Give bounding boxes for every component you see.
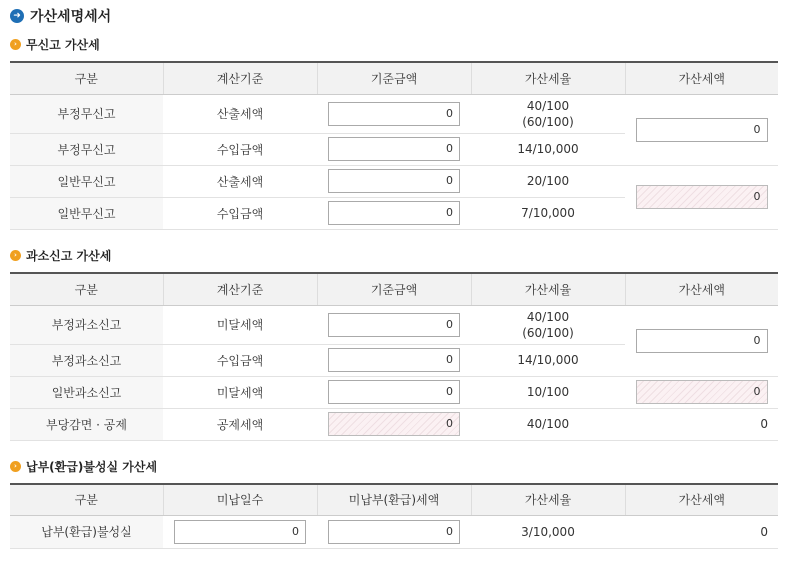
col-header-unpaid-days: 미납일수 <box>163 484 317 515</box>
row-basis: 미달세액 <box>163 376 317 408</box>
col-header-basis: 계산기준 <box>163 273 317 305</box>
row-label: 부정무신고 <box>10 133 163 165</box>
base-amount-input[interactable]: 0 <box>328 380 460 404</box>
col-header-penalty-amount: 가산세액 <box>625 273 778 305</box>
rate-text: 20/100 <box>471 165 625 197</box>
row-basis: 산출세액 <box>163 94 317 133</box>
no-report-penalty-table <box>10 61 778 230</box>
rate-text: 40/100 <box>526 309 570 324</box>
col-header-base-amount: 기준금액 <box>317 273 471 305</box>
col-header-category: 구분 <box>10 484 163 515</box>
row-label: 부정무신고 <box>10 94 163 133</box>
rate-cell <box>471 94 625 133</box>
col-header-base-amount: 기준금액 <box>317 62 471 94</box>
col-header-penalty-amount: 가산세액 <box>625 62 778 94</box>
col-header-penalty-amount: 가산세액 <box>625 484 778 515</box>
rate-text: 40/100 <box>526 98 570 113</box>
table-row <box>10 165 778 197</box>
unpaid-days-input[interactable]: 0 <box>174 520 306 544</box>
table-row <box>10 376 778 408</box>
penalty-amount-value: 0 <box>625 408 778 440</box>
table-row <box>10 94 778 133</box>
row-label: 납부(환급)불성실 <box>10 515 163 548</box>
row-basis: 수입금액 <box>163 344 317 376</box>
penalty-amount-value: 0 <box>625 515 778 548</box>
rate-text: 14/10,000 <box>471 133 625 165</box>
section-title-text: 납부(환급)불성실 가산세 <box>26 459 158 474</box>
base-amount-input[interactable]: 0 <box>328 102 460 126</box>
rate-subtext: (60/100) <box>522 325 574 340</box>
section-title-text: 무신고 가산세 <box>26 37 100 52</box>
rate-text: 10/100 <box>471 376 625 408</box>
row-label: 일반과소신고 <box>10 376 163 408</box>
row-label: 부당감면 · 공제 <box>10 408 163 440</box>
under-report-penalty-table <box>10 272 778 441</box>
section-title-no-report <box>10 36 100 52</box>
row-label: 일반무신고 <box>10 197 163 229</box>
penalty-amount-input-disabled: 0 <box>636 185 768 209</box>
penalty-amount-input[interactable]: 0 <box>636 118 768 142</box>
col-header-rate: 가산세율 <box>471 484 625 515</box>
page-title-text: 가산세명세서 <box>30 9 112 25</box>
row-label: 부정과소신고 <box>10 305 163 344</box>
base-amount-input[interactable]: 0 <box>328 348 460 372</box>
section-title-text: 과소신고 가산세 <box>26 248 112 263</box>
rate-text: 14/10,000 <box>471 344 625 376</box>
rate-text: 7/10,000 <box>471 197 625 229</box>
row-basis: 공제세액 <box>163 408 317 440</box>
arrow-right-circle-icon: ➜ <box>10 9 24 23</box>
penalty-amount-input[interactable]: 0 <box>636 329 768 353</box>
table-row <box>10 515 778 548</box>
late-payment-penalty-table <box>10 483 778 549</box>
unpaid-amount-input[interactable]: 0 <box>328 520 460 544</box>
col-header-category: 구분 <box>10 273 163 305</box>
rate-cell <box>471 305 625 344</box>
page-title <box>10 6 111 26</box>
row-basis: 미달세액 <box>163 305 317 344</box>
base-amount-input[interactable]: 0 <box>328 137 460 161</box>
col-header-rate: 가산세율 <box>471 273 625 305</box>
base-amount-input[interactable]: 0 <box>328 169 460 193</box>
rate-text: 40/100 <box>471 408 625 440</box>
row-label: 부정과소신고 <box>10 344 163 376</box>
section-title-under-report <box>10 247 111 263</box>
base-amount-input-disabled: 0 <box>328 412 460 436</box>
table-row <box>10 305 778 344</box>
chevron-right-circle-icon: › <box>10 461 21 472</box>
penalty-amount-input-disabled: 0 <box>636 380 768 404</box>
rate-text: 3/10,000 <box>471 515 625 548</box>
chevron-right-circle-icon: › <box>10 39 21 50</box>
col-header-rate: 가산세율 <box>471 62 625 94</box>
base-amount-input[interactable]: 0 <box>328 313 460 337</box>
row-basis: 산출세액 <box>163 165 317 197</box>
rate-subtext: (60/100) <box>522 114 574 129</box>
chevron-right-circle-icon: › <box>10 250 21 261</box>
row-basis: 수입금액 <box>163 197 317 229</box>
section-title-late-payment <box>10 458 157 474</box>
col-header-unpaid-amount: 미납부(환급)세액 <box>317 484 471 515</box>
col-header-basis: 계산기준 <box>163 62 317 94</box>
row-label: 일반무신고 <box>10 165 163 197</box>
base-amount-input[interactable]: 0 <box>328 201 460 225</box>
col-header-category: 구분 <box>10 62 163 94</box>
table-row <box>10 408 778 440</box>
row-basis: 수입금액 <box>163 133 317 165</box>
